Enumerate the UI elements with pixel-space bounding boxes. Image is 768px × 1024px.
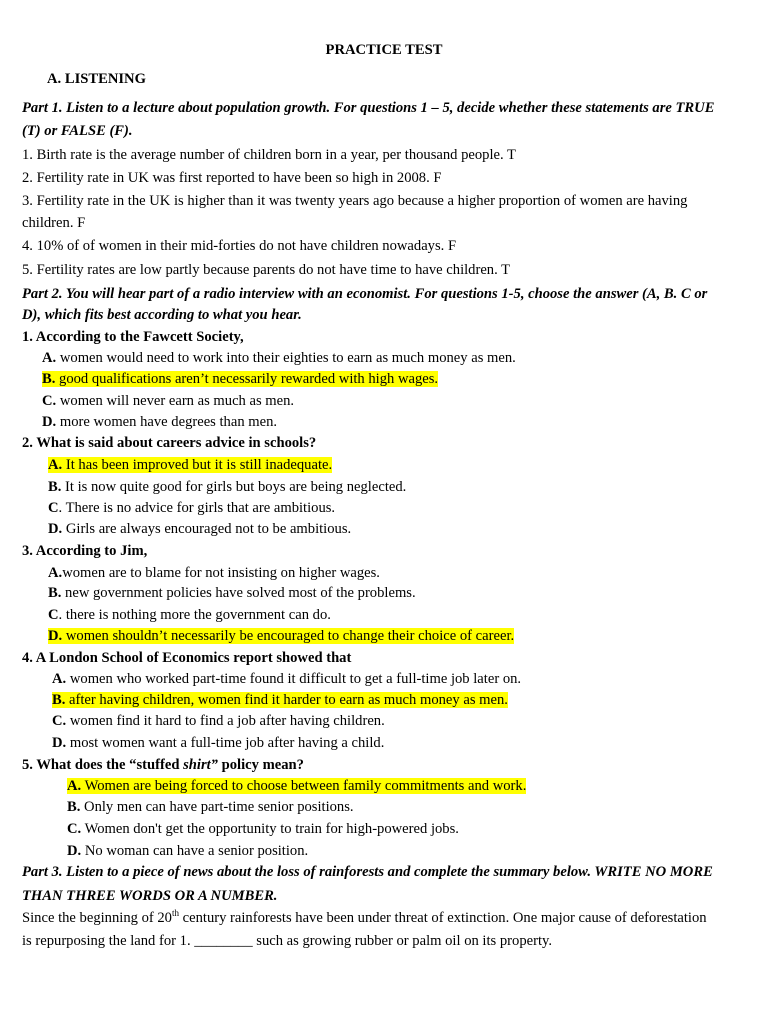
q1-option-d: D. more women have degrees than men.: [42, 414, 278, 430]
q5-option-b: B. Only men can have part-time senior positions.: [67, 799, 354, 815]
question-2: 2. What is said about careers advice in schools?: [22, 435, 317, 451]
q4-option-a: A. women who worked part-time found it difficult to get a full-time job later on.: [52, 671, 522, 687]
question-5: 5. What does the “stuffed shirt” policy mean?: [22, 757, 304, 773]
q4-option-c: C. women find it hard to find a job after having children.: [52, 713, 385, 729]
q4-option-b: B. after having children, women find it harder to earn as much money as men.: [52, 692, 508, 708]
part1-statement-5: 5. Fertility rates are low partly because parents do not have time to have children. T: [22, 262, 511, 278]
part3-summary-line-1: Since the beginning of 20th century rainforests have been under threat of extinction. One major cause of deforestation: [22, 908, 707, 926]
q2-option-a: A. It has been improved but it is still inadequate.: [48, 457, 333, 473]
part1-statement-1: 1. Birth rate is the average number of children born in a year, per thousand people. T: [22, 147, 516, 163]
part2-instructions: Part 2. You will hear part of a radio interview with an economist. For questions 1-5, choose the answer (A, B. C or: [22, 286, 708, 302]
question-1: 1. According to the Fawcett Society,: [22, 329, 244, 345]
q3-option-b: B. new government policies have solved most of the problems.: [48, 585, 416, 601]
q2-option-c: C. There is no advice for girls that are ambitious.: [48, 500, 336, 516]
q5-option-c: C. Women don't get the opportunity to train for high-powered jobs.: [67, 821, 459, 837]
part2-instructions-cont: D), which fits best according to what you hear.: [22, 307, 302, 323]
q2-option-b: B. It is now quite good for girls but boys are being neglected.: [48, 479, 407, 495]
q5-option-a: A. Women are being forced to choose between family commitments and work.: [67, 778, 527, 794]
q1-option-b: B. good qualifications aren’t necessarily rewarded with high wages.: [42, 371, 439, 387]
question-3: 3. According to Jim,: [22, 543, 148, 559]
question-4: 4. A London School of Economics report showed that: [22, 650, 352, 666]
part3-instructions-cont: THAN THREE WORDS OR A NUMBER.: [22, 888, 278, 904]
part3-instructions: Part 3. Listen to a piece of news about the loss of rainforests and complete the summary below. WRITE NO MORE: [22, 864, 713, 880]
q1-option-a: A. women would need to work into their eighties to earn as much money as men.: [42, 350, 516, 366]
section-heading: A. LISTENING: [47, 71, 146, 87]
part1-statement-2: 2. Fertility rate in UK was first reported to have been so high in 2008. F: [22, 170, 442, 186]
q3-option-c: C. there is nothing more the government can do.: [48, 607, 331, 623]
part1-statement-3-cont: children. F: [22, 215, 86, 231]
page-title: PRACTICE TEST: [325, 42, 443, 58]
q2-option-d: D. Girls are always encouraged not to be ambitious.: [48, 521, 352, 537]
q3-option-d: D. women shouldn’t necessarily be encouraged to change their choice of career.: [48, 628, 515, 644]
part1-statement-3: 3. Fertility rate in the UK is higher than it was twenty years ago because a higher proportion of women are having: [22, 193, 688, 209]
q1-option-c: C. women will never earn as much as men.: [42, 393, 295, 409]
part3-summary-line-2: is repurposing the land for 1. ________ such as growing rubber or palm oil on its property.: [22, 933, 553, 949]
q3-option-a: A.women are to blame for not insisting on higher wages.: [48, 565, 380, 581]
q5-option-d: D. No woman can have a senior position.: [67, 843, 309, 859]
part1-statement-4: 4. 10% of of women in their mid-forties do not have children nowadays. F: [22, 238, 457, 254]
part1-instructions: Part 1. Listen to a lecture about population growth. For questions 1 – 5, decide whether these statements are TRUE: [22, 100, 715, 116]
q4-option-d: D. most women want a full-time job after having a child.: [52, 735, 385, 751]
part1-instructions-cont: (T) or FALSE (F).: [22, 123, 133, 139]
